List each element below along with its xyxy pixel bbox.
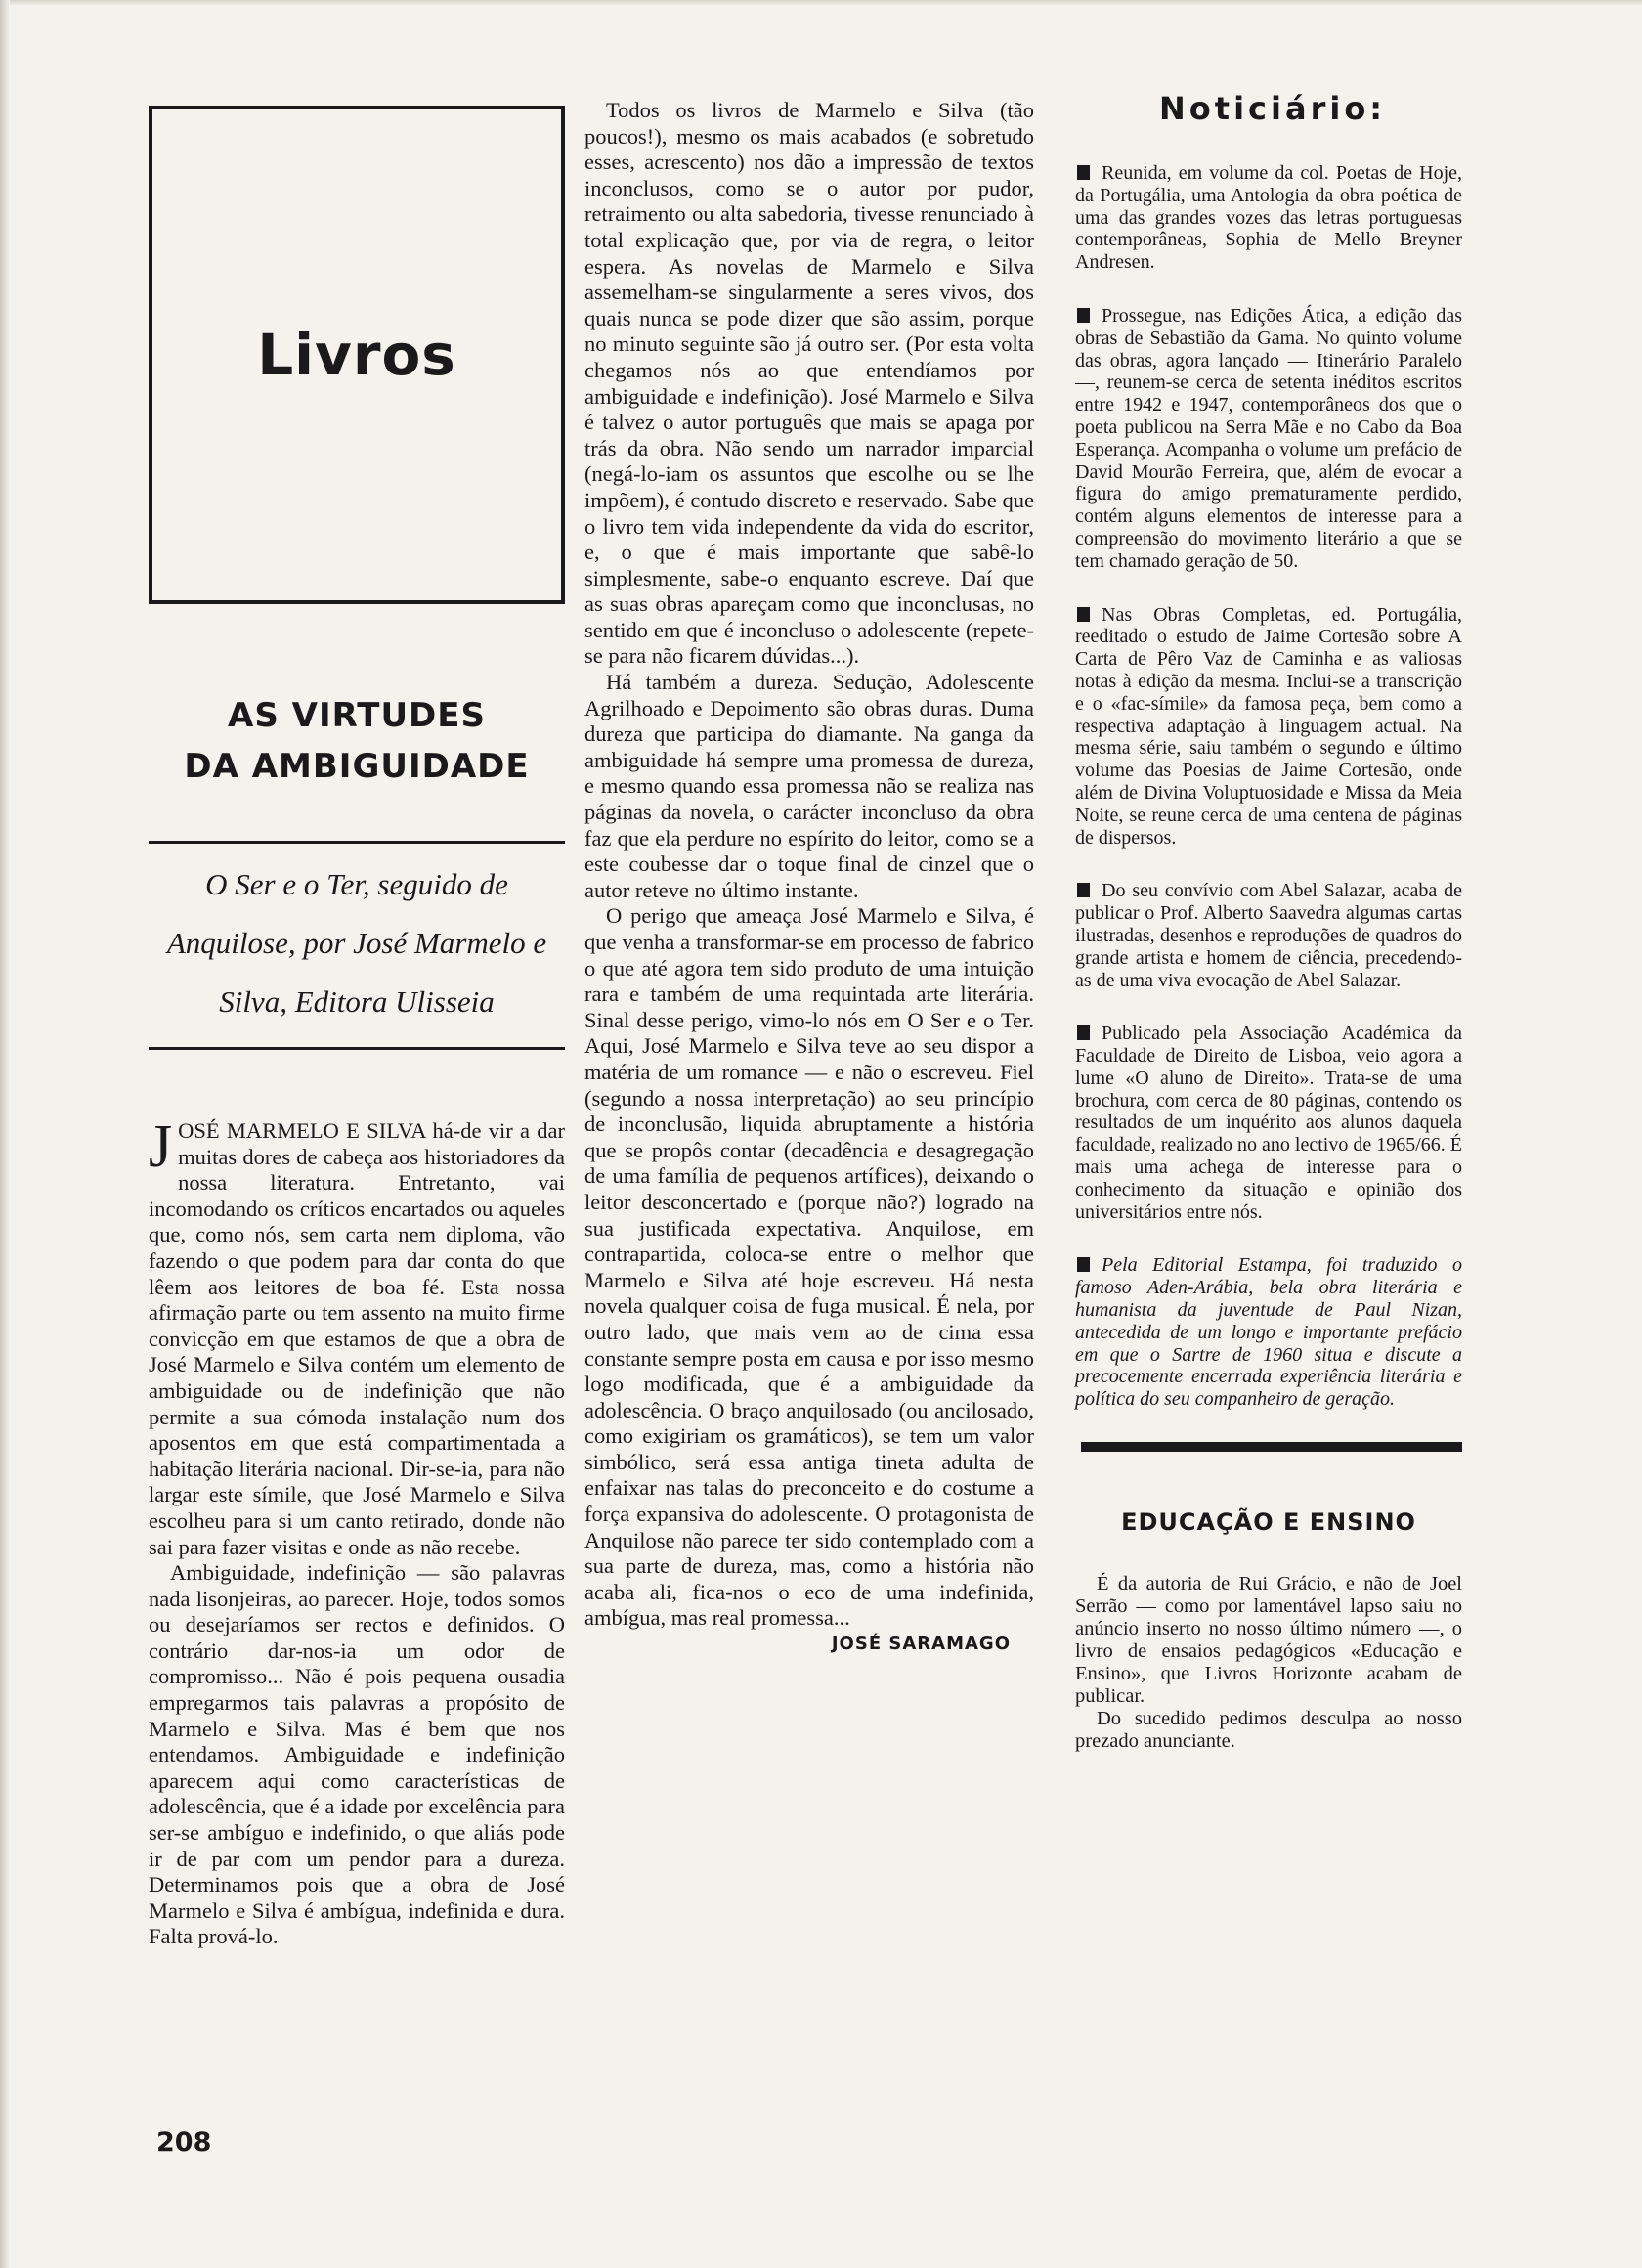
news-item-text: Publicado pela Associação Académica da Faculdade de Direito de Lisboa, veio agora a lume «O aluno de Direito». Trata-se de uma brochura, com cerca de 80 páginas, contendo os resultados de um inquérito aos alunos daquela faculdade, realizado no ano lectivo de 1965/66. É mais uma achega de interesse para o conhecimento da situação e opinião dos universitários entre nós. bbox=[1075, 1023, 1462, 1223]
news-item-text: Prossegue, nas Edições Ática, a edição das obras de Sebastião da Gama. No quinto volume das obras, agora lançado — Itinerário Paralelo —, reunem-se cerca de setenta inéditos escritos entre 1942 e 1947, contemporâneos dos que o poeta publicou na Serra Mãe e no Cabo da Boa Esperança. Acompanha o volume um prefácio de David Mourão Ferreira, que, além de evocar a figura do amigo prematuramente perdido, contém alguns elementos de interesse para a compreensão do movimento literário a que se tem chamado geração de 50. bbox=[1075, 304, 1462, 572]
square-bullet-icon bbox=[1077, 883, 1090, 897]
article-body-left bbox=[149, 1113, 565, 1950]
page-number: 208 bbox=[156, 2127, 212, 2158]
article-paragraph-1 bbox=[149, 1113, 565, 1560]
news-item bbox=[1075, 880, 1462, 991]
square-bullet-icon bbox=[1077, 1025, 1090, 1040]
educacao-body bbox=[1075, 1573, 1462, 1753]
right-column bbox=[1075, 90, 1462, 1753]
article-paragraph-4: Há também a dureza. Sedução, Adolescente Agrilhoado e Depoimento são obras duras. Duma dureza que participa do diamante. Na ganga da ambiguidade há sempre uma promessa de dureza, e mesmo quando essa promessa não se realiza nas páginas da novela, o carácter inconcluso da obra faz que ela perdure no espírito do leitor, como se a este coubesse dar o toque final de cinzel que o autor reteve no último instante. bbox=[584, 670, 1034, 902]
headline-line-2: DA AMBIGUIDADE bbox=[184, 747, 530, 786]
news-item-text: Nas Obras Completas, ed. Portugália, reeditado o estudo de Jaime Cortesão sobre A Carta de Pêro Vaz de Caminha e as valiosas notas à edição da mesma. Inclui-se a transcrição e o «fac-símile» da famosa peça, bem como a respectiva adaptação à linguagem actual. Na mesma série, saiu também o segundo e último volume das Poesias de Jaime Cortesão, onde além de Divina Voluptuosidade e Missa da Meia Noite, se reune cerca de uma centena de páginas de dispersos. bbox=[1075, 603, 1462, 849]
noticiario-title: Noticiário: bbox=[1159, 90, 1387, 127]
middle-column bbox=[584, 98, 1034, 1654]
square-bullet-icon bbox=[1077, 165, 1090, 180]
section-box-title: Livros bbox=[257, 322, 456, 388]
section-divider bbox=[1081, 1442, 1462, 1452]
educacao-title: EDUCAÇÃO E ENSINO bbox=[1121, 1508, 1416, 1537]
subtitle-top-rule bbox=[149, 841, 565, 844]
page-edge-top bbox=[0, 0, 1642, 6]
article-paragraph-3: Todos os livros de Marmelo e Silva (tão poucos!), mesmo os mais acabados (e sobretudo esses, acrescento) nos dão a impressão de textos inconclusos, como se o autor por pudor, retraimento ou alta sabedoria, tivesse renunciado à total explicação que, por via de regra, o leitor espera. As novelas de Marmelo e Silva assemelham-se singularmente a seres vivos, dos quais nunca se pode dizer que são assim, porque no minuto seguinte são já outro ser. (Por esta volta chegamos nós ao que entendíamos por ambiguidade e indefinição). José Marmelo e Silva é talvez o autor português que mais se apaga por trás da obra. Não sendo um narrador imparcial (negá-lo-iam os assuntos que escolhe ou se lhe impõem), é contudo discreto e reservado. Sabe que o livro tem vida independente da vida do escritor, e, o que é mais importante que sabê-lo simplesmente, sabe-o enquanto escreve. Daí que as suas obras apareçam como que inconclusas, no sentido em que é inconcluso o adolescente (repete-se para não ficarem dúvidas...). bbox=[584, 98, 1034, 669]
educacao-paragraph-2: Do sucedido pedimos desculpa ao nosso prezado anunciante. bbox=[1075, 1708, 1462, 1753]
article-byline: JOSÉ SARAMAGO bbox=[831, 1634, 1011, 1655]
article-body-middle bbox=[584, 98, 1034, 1632]
article-paragraph-2: Ambiguidade, indefinição — são palavras nada lisonjeiras, ao parecer. Hoje, todos somos ou desejaríamos ser rectos e definidos. O contrário dar-nos-ia um odor de compromisso... Não é pois pequena ousadia empregarmos tais palavras a propósito de Marmelo e Silva. Mas é bem que nos entendamos. Ambiguidade e indefinição aparecem aqui como características de adolescência, que é a idade por excelência para ser-se ambíguo e indefinido, o que aliás pode ir de par com um pendor para a dureza. Determinamos pois que a obra de José Marmelo e Silva é ambígua, indefinida e dura. Falta prová-lo. bbox=[149, 1560, 565, 1949]
news-item bbox=[1075, 1023, 1462, 1223]
square-bullet-icon bbox=[1077, 308, 1090, 323]
news-item-text: Reunida, em volume da col. Poetas de Hoje, da Portugália, uma Antologia da obra poética de uma das grandes vozes das letras portuguesas contemporâneas, Sophia de Mello Breyner Andresen. bbox=[1075, 162, 1462, 274]
news-item bbox=[1075, 162, 1462, 274]
news-item bbox=[1075, 305, 1462, 573]
news-item bbox=[1075, 1254, 1462, 1411]
article-subtitle: O Ser e o Ter, seguido de Anquilose, por José Marmelo e Silva, Editora Ulisseia bbox=[166, 867, 547, 1019]
educacao-paragraph-1: É da autoria de Rui Grácio, e não de Joel Serrão — como por lamentável lapso saiu no anúncio inserto no nosso último número —, o livro de ensaios pedagógicos «Educação e Ensino», que Livros Horizonte acabam de publicar. bbox=[1075, 1573, 1462, 1708]
headline-line-1: AS VIRTUDES bbox=[228, 696, 486, 735]
square-bullet-icon bbox=[1077, 607, 1090, 622]
square-bullet-icon bbox=[1077, 1257, 1090, 1272]
section-box bbox=[149, 106, 565, 604]
article-paragraph-1-text: OSÉ MARMELO E SILVA há-de vir a dar muitas dores de cabeça aos historiadores da nossa literatura. Entretanto, vai incomodando os críticos encartados ou aqueles que, como nós, sem carta nem diploma, vão fazendo o que podem para dar conta do que lêem aos leitores de boa fé. Esta nossa afirmação parte ou tem assento na muito firme convicção em que estamos de que a obra de José Marmelo e Silva contém um elemento de ambiguidade ou de indefinição que não permite a sua cómoda instalação num dos aposentos em que está compartimentada a habitação literária nacional. Dir-se-ia, para não largar este símile, que José Marmelo e Silva escolheu para si um canto retirado, donde não sai para fazer visitas e onde as não recebe. bbox=[149, 1118, 565, 1559]
subtitle-bottom-rule bbox=[149, 1047, 565, 1050]
news-item bbox=[1075, 604, 1462, 850]
left-column bbox=[149, 106, 565, 1950]
news-item-text: Do seu convívio com Abel Salazar, acaba de publicar o Prof. Alberto Saavedra algumas cartas ilustradas, desenhos e reproduções de quadros do grande artista e homem de ciência, precedendo-as de uma viva evocação de Abel Salazar. bbox=[1075, 880, 1462, 991]
news-item-text: Pela Editorial Estampa, foi traduzido o famoso Aden-Arábia, bela obra literária e humanista da juventude de Paul Nizan, antecedida de um longo e importante prefácio em que o Sartre de 1960 situa e discute a precocemente encerrada experiência literária e política do seu companheiro de geração. bbox=[1075, 1254, 1462, 1411]
article-paragraph-5: O perigo que ameaça José Marmelo e Silva, é que venha a transformar-se em processo de fabrico o que até agora tem sido produto de uma intuição rara e também de uma requintada arte literária. Sinal desse perigo, vimo-lo nós em O Ser e o Ter. Aqui, José Marmelo e Silva teve ao seu dispor a matéria de um romance — e não o escreveu. Fiel (segundo a nossa interpretação) ao seu princípio de inconclusão, liquida abruptamente a história que se propôs contar (decadência e desagregação de uma família de pequenos artífices), deixando o leitor desconcertado e (porque não?) logrado na sua justificada expectativa. Anquilose, em contrapartida, coloca-se entre o melhor que Marmelo e Silva até hoje escreveu. Há nesta novela qualquer coisa de fuga musical. É nela, por outro lado, que mais vem ao de cima essa constante sempre posta em causa e por isso mesmo logo modificada, que é a ambiguidade da adolescência. O braço anquilosado (ou ancilosado, como exigiriam os gramáticos), se tem um valor simbólico, será essa antiga tineta adulta de enfaixar nas talas do preconceito e do costume a força expansiva do adolescente. O protagonista de Anquilose não parece ter sido contemplado com a sua parte de dureza, mas, como a história não acaba ali, fica-nos o eco de uma indefinida, ambígua, mas real promessa... bbox=[584, 903, 1034, 1631]
drop-cap: J bbox=[149, 1113, 173, 1180]
article-headline bbox=[149, 690, 565, 792]
page-edge-left bbox=[0, 0, 10, 2268]
